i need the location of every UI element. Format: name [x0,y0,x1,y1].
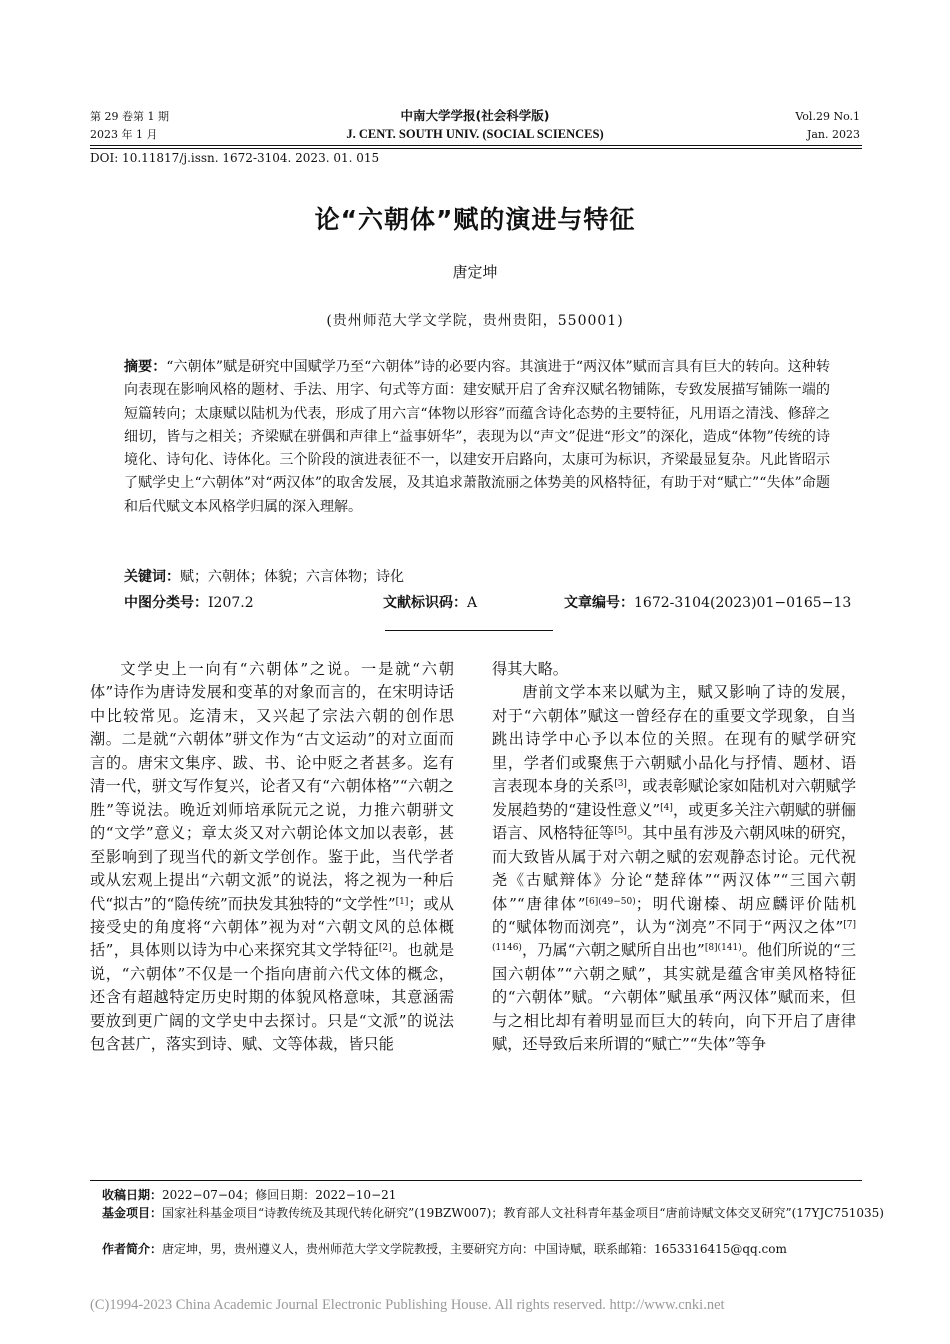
body-paragraph-1 [90,658,454,1057]
body-paragraph-1-continued: 得其大略。 [492,660,568,678]
received-date [102,1186,862,1204]
paragraph-text: ，或表彰赋论家如陆机对六朝赋学发展趋势的“建设性意义” [492,777,857,819]
paragraph-text: 。他们所说的“三国六朝体”“六朝之赋”，其实就是蕴含审美风格特征的“六朝体”赋。“六朝体”赋虽承“两汉体”赋而来，但与之相比却有着明显而巨大的转向，向下开启了唐律赋，还导致后来所谓的“赋亡”“失体”等争 [492,941,857,1054]
footnote-rule [90,1180,862,1181]
paragraph-text: ，乃属“六朝之赋所自出也” [521,941,705,960]
header-rule-top [90,145,862,146]
abstract-text: “六朝体”赋是研究中国赋学乃至“六朝体”诗的必要内容。其演进于“两汉体”赋而言具有巨大的转向。这种转向表现在影响风格的题材、手法、用字、句式等方面：建安赋开启了舍弃汉赋名物铺陈，专致发展描写铺陈一端的短篇转向；太康赋以陆机为代表，形成了用六言“体物以形容”而蕴含诗化态势的主要特征，凡用语之清浅、修辞之细切，皆与之相关；齐梁赋在骈偶和声律上“益事妍华”，表现为以“声文”促进“形文”的深化，造成“体物”传统的诗境化、诗句化、诗体化。三个阶段的演进表征不一，以建安开启路向，太康可为标识，齐梁最显复杂。凡此皆昭示了赋学史上“六朝体”对“两汉体”的取舍发展，及其追求萧散流丽之体势美的风格特征，有助于对“赋亡”“失体”命题和后代赋文本风格学归属的深入理解。 [124,359,830,515]
author-bio-value: 唐定坤，男，贵州遵义人，贵州师范大学文学院教授，主要研究方向：中国诗赋，联系邮箱：1653316415@qq.com [162,1242,787,1256]
article-title: 论“六朝体”赋的演进与特征 [314,205,636,234]
citation-ref: [4] [660,802,673,813]
citation-ref: [7](1146) [492,919,856,954]
abstract [124,356,830,519]
document-code [383,592,477,612]
citation-ref: [3] [614,779,627,790]
paragraph-text: ，或更多关注六朝赋的骈俪语言、风格特征等 [492,800,857,843]
abstract-separator [385,630,553,631]
paragraph-text: 。其中虽有涉及六朝风味的研究，而大致皆从属于对六朝之赋的宏观静态讨论。元代祝尧《古赋辩体》分论“楚辞体”“两汉体”“三国六朝体”“唐律体” [492,824,857,913]
article-number-value: 1672-3104(2023)01−0165−13 [634,595,852,611]
received-label: 收稿日期： [102,1188,163,1202]
issue-date-en: Jan. 2023 [806,128,860,141]
author-name: 唐定坤 [452,263,498,281]
header-rule-bottom [90,148,862,149]
volume-number-en: Vol.29 No.1 [795,110,860,123]
body-column-right [492,658,856,1057]
fund-value: 国家社科基金项目“诗教传统及其现代转化研究”(19BZW007)；教育部人文社科青年基金项目“唐前诗赋文体交叉研究”(17YJC751035) [162,1206,884,1220]
volume-issue: 第 29 卷第 1 期 [90,110,169,123]
body-column-left [90,658,454,1057]
article-number [564,592,851,612]
paragraph-text: 。也就是说，“六朝体”不仅是一个指向唐前六代文体的概念，还含有超越特定历史时期的体貌风格意味，其意涵需要放到更广阔的文学史中去探讨。只是“文派”的说法包含甚广，落实到诗、赋、文等体裁，皆只能 [90,941,455,1054]
issue-date: 2023 年 1 月 [90,128,158,141]
journal-name-en: J. CENT. SOUTH UNIV. (SOCIAL SCIENCES) [346,127,604,141]
clc-number [124,592,254,612]
paragraph-text: 文学史上一向有“六朝体”之说。一是就“六朝体”诗作为唐诗发展和变革的对象而言的，在宋明诗话中比较常见。迄清末，又兴起了宗法六朝的创作思潮。二是就“六朝体”骈文作为“古文运动”的对立面而言的。唐宋文集序、跋、书、论中贬之者甚多。迄有清一代，骈文写作复兴，论者又有“六朝体格”“六朝之胜”等说法。晚近刘师培承阮元之说，力推六朝骈文的“文学”意义；章太炎又对六朝论体文加以表彰，甚至影响到了现当代的新文学创作。鉴于此，当代学者或从宏观上提出“六朝文派”的说法，将之视为一种后代“拟古”的“隐传统”而抉发其独特的“文学性” [90,660,454,913]
clc-label: 中图分类号： [124,595,208,611]
author-bio-label: 作者简介： [102,1242,163,1256]
citation-ref: [6](49−50) [585,896,636,907]
citation-ref: [8](141) [704,943,742,954]
article-number-label: 文章编号： [564,595,634,611]
author-bio [102,1240,862,1258]
document-code-label: 文献标识码： [383,595,467,611]
abstract-label: 摘要： [124,359,167,375]
citation-ref: [1] [395,896,409,907]
document-code-value: A [467,595,478,611]
paragraph-text: ；明代谢榛、胡应麟评价陆机的“赋体物而浏亮”，认为“浏亮”不同于“两汉之体” [492,894,857,936]
keywords-text: 赋；六朝体；体貌；六言体物；诗化 [180,569,404,585]
paragraph-text: ；或从接受史的角度将“六朝体”视为对“六朝文风的总体概括”，具体则以诗为中心来探究其文学特征 [90,894,454,960]
author-affiliation: (贵州师范大学文学院，贵州贵阳，550001) [326,313,624,329]
clc-value: I207.2 [208,595,254,611]
body-paragraph-2 [492,681,856,1056]
journal-name-cn: 中南大学学报(社会科学版) [400,108,550,123]
keywords [124,566,404,586]
keywords-label: 关键词： [124,569,180,585]
paragraph-text: 唐前文学本来以赋为主，赋又影响了诗的发展，对于“六朝体”赋这一曾经存在的重要文学现象，自当跳出诗学中心予以本位的关照。在现有的赋学研究里，学者们或聚焦于六朝赋小品化与抒情、题材、语言表现本身的关系 [492,683,856,796]
citation-ref: [2] [378,943,392,954]
fund-label: 基金项目： [102,1206,163,1220]
received-value: 2022−07−04；修回日期：2022−10−21 [162,1188,397,1202]
fund-project [102,1204,892,1222]
doi: DOI: 10.11817/j.issn. 1672-3104. 2023. 01. 015 [90,151,380,165]
copyright-watermark: (C)1994-2023 China Academic Journal Electronic Publishing House. All rights reserved. http://www.cnki.net [90,1297,725,1313]
citation-ref: [5] [614,826,627,837]
